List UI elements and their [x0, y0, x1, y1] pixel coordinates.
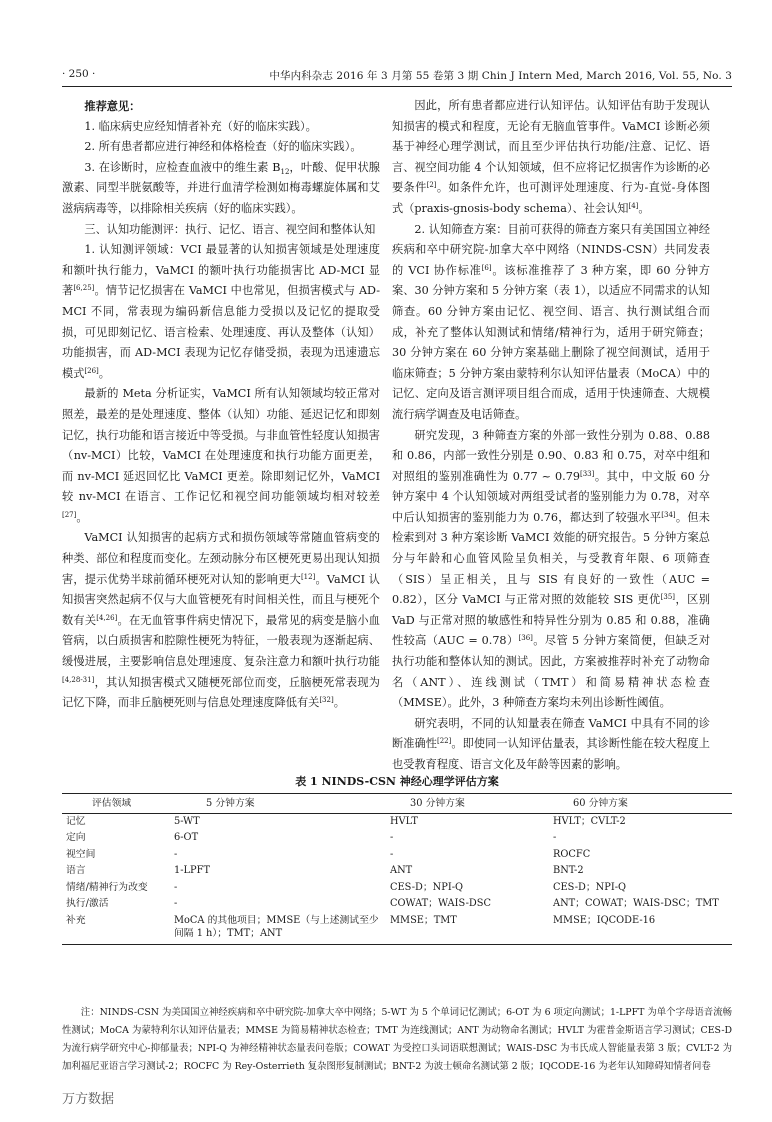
recommendation-1: 1. 临床病史应经知情者补充（好的临床实践）。	[84, 119, 317, 133]
table-title: 表 1 NINDS-CSN 神经心理学评估方案	[295, 775, 499, 788]
header-divider	[62, 86, 732, 87]
table-row: 执行/激活 - COWAT；WAIS-DSC ANT；COWAT；WAIS-DSC；TMT	[66, 898, 719, 909]
recommendation-3: 3. 在诊断时，应检查血液中的维生素 $B_{12}$，叶酸、促甲状腺激素、同型半胱氨酸等，并进行血清学检测如梅毒螺旋体属和艾滋病病毒等，以排除相关疾病（好的临床实践）。	[62, 160, 380, 215]
body-paragraph: 2. 认知筛查方案：目前可获得的筛查方案只有美国国立神经疾病和卒中研究院-加拿大卒中网络（NINDS-CSN）共同发表的 VCI 协作标准[6]。该标准推荐了 3 种方案，即 60 分钟方案、30 分钟方案和 5 分钟方案（表 1），以适应不同需求的认知筛查。60 分钟方案由记忆、视空间、语言、执行测试组合而成，补充了整体认知测试和情绪/精神行为，适用于研究筛查；30 分钟方案在 60 分钟方案基础上删除了视空间测试，适用于临床筛查；5 分钟方案由蒙特利尔认知评估量表（MoCA）中的记忆、定向及语言测评项目组合而成，适用于快速筛查、大规模流行病学调查及电话筛查。	[392, 222, 710, 421]
watermark: 万方数据	[62, 1092, 115, 1107]
citation: [34]	[661, 510, 676, 519]
citation: [12]	[300, 572, 316, 581]
citation: [4]	[628, 201, 639, 210]
running-header	[62, 68, 732, 84]
table-footnote: 注：NINDS-CSN 为美国国立神经疾病和卒中研究院-加拿大卒中网络；5-WT 为 5 个单词记忆测试；6-OT 为 6 项定向测试；1-LPFT 为单个字母语音流畅性测试；MoCA 为蒙特利尔认知评估量表；MMSE 为简易精神状态检查；TMT 为连线测试；ANT 为动物命名测试；HVLT 为霍普金斯语言学习测试；CES-D 为流行病学研究中心-抑郁量表；NPI-Q 为神经精神状态量表问卷版；COWAT 为受控口头词语联想测试；WAIS-DSC 为韦氏成人智能量表第 3 版；CVLT-2 为加利福尼亚语言学习测试-2；ROCFC 为 Rey-Osterrieth 复杂图形复制测试；BNT-2 为波士顿命名测试第 2 版；IQCODE-16 为老年认知障碍知情者问卷	[62, 1007, 732, 1072]
table-row: 语言 1-LPFT ANT BNT-2	[66, 865, 584, 876]
right-column	[392, 96, 710, 776]
column-header: 评估领域	[62, 794, 170, 814]
body-paragraph: 研究表明，不同的认知量表在筛查 VaMCI 中具有不同的诊断准确性[22]。即使同一认知评估量表，其诊断性能在较大程度上也受教育程度、语言文化及年龄等因素的影响。	[392, 716, 710, 771]
column-header: 60 分钟方案	[549, 794, 732, 814]
citation: [6]	[481, 263, 492, 272]
table-row: 情绪/精神行为改变 - CES-D；NPI-Q CES-D；NPI-Q	[66, 881, 627, 893]
journal-citation: 中华内科杂志 2016 年 3 月第 55 卷第 3 期 Chin J Intern Med, March 2016, Vol. 55, No. 3	[269, 70, 732, 82]
citation: [6,25]	[73, 284, 95, 293]
table-row: 记忆 5-WT HVLT HVLT；CVLT-2	[66, 816, 626, 827]
table-header-row	[62, 794, 732, 814]
section-heading: 三、认知功能测评：执行、记忆、语言、视空间和整体认知	[84, 222, 376, 236]
citation: [32]	[319, 696, 334, 705]
body-paragraph: 因此，所有患者都应进行认知评估。认知评估有助于发现认知损害的模式和程度，无论有无脑血管事件。VaMCI 诊断必须基于神经心理学测试，而且至少评估执行功能/注意、记忆、语言、视空间功能 4 个认知领域，但不应将记忆损害作为诊断的必要条件[2]。如条件允许，也可测评处理速度、行为-直觉-身体图式（praxis-gnosis-body schema）、社会认知[4]。	[392, 99, 710, 215]
table-row: 补充 MoCA 的其他项目；MMSE（与上述测试至少间隔 1 h）；TMT；ANT MMSE；TMT MMSE；IQCODE-16	[62, 913, 732, 945]
column-header: 30 分钟方案	[386, 794, 549, 814]
citation: [33]	[579, 469, 595, 478]
citation: [27]	[62, 510, 77, 519]
citation: [4,28-31]	[62, 675, 95, 684]
table-row: 定向 6-OT - -	[66, 832, 557, 843]
body-paragraph: 1. 认知测评领域：VCI 最显著的认知损害领域是处理速度和额叶执行能力，VaMCI 的额叶执行功能损害比 AD-MCI 显著[6,25]。情节记忆损害在 VaMCI 中也常见，但损害模式与 AD-MCI 不同，常表现为编码新信息能力受损以及记忆的提取受损，可见即刻记忆、语言检索、处理速度、再认及整体（认知）功能损害，而 AD-MCI 表现为记忆存储受损，表现为迅速遗忘模式[26]。	[62, 243, 380, 380]
citation: [35]	[660, 593, 676, 602]
citation: [26]	[84, 366, 99, 375]
column-header: 5 分钟方案	[170, 794, 386, 814]
left-column	[62, 96, 380, 714]
citation: [4,26]	[96, 613, 118, 622]
citation: [2]	[426, 181, 437, 190]
table-row: 视空间 - - ROCFC	[66, 848, 591, 860]
body-paragraph: VaMCI 认知损害的起病方式和损伤领域等常随血管病变的种类、部位和程度而变化。左颈动脉分布区梗死更易出现认知损害，提示优势半球前循环梗死对认知的影响更大[12]。VaMCI 认知损害突然起病不仅与大血管梗死有时间相关性，而且与梗死个数有关[4,26]。在无血管事件病史情况下，最常见的病变是脑小血管病，以白质损害和腔隙性梗死为特征，一般表现为逐渐起病、缓慢进展，主要影响信息处理速度、复杂注意力和额叶执行功能[4,28-31]，其认知损害模式又随梗死部位而变，丘脑梗死常表现为记忆下降，而非丘脑梗死则与信息处理速度降低有关[32]。	[62, 531, 380, 710]
citation: [22]	[436, 737, 452, 746]
body-paragraph: 最新的 Meta 分析证实，VaMCI 所有认知领域均较正常对照差，最差的是处理速度、整体（认知）功能、延迟记忆和即刻记忆，执行功能和语言接近中等受损。与非血管性轻度认知损害（nv-MCI）比较，VaMCI 在处理速度和执行功能方面更差，而 nv-MCI 延迟回忆比 VaMCI 更差。除即刻记忆外，VaMCI 较 nv-MCI 在语言、工作记忆和视空间功能领域均相对较差[27]。	[62, 387, 380, 524]
citation: [36]	[518, 634, 533, 643]
assessment-table	[62, 793, 732, 945]
recommendation-2: 2. 所有患者都应进行神经和体格检查（好的临床实践）。	[84, 140, 362, 154]
body-paragraph: 研究发现，3 种筛查方案的外部一致性分别为 0.88、0.88 和 0.86，内部一致性分别是 0.90、0.83 和 0.75，对卒中组和对照组的鉴别准确性为 0.77 ~ 0.79[33]。其中，中文版 60 分钟方案中 4 个认知领域对两组受试者的鉴别能力为 0.78，对卒中后认知损害的鉴别能力为 0.76，都达到了较强水平[34]。但未检索到对 3 种方案诊断 VaMCI 效能的研究报告。5 分钟方案总分与年龄和心血管风险呈负相关，与受教育年限、6 项筛查（SIS）呈正相关，且与 SIS 有良好的一致性（AUC = 0.82），区分 VaMCI 与正常对照的效能较 SIS 更优[35]，区别 VaD 与正常对照的敏感性和特异性分别为 0.85 和 0.88，准确性较高（AUC = 0.78）[36]。尽管 5 分钟方案简便，但缺乏对执行功能和整体认知的测试。因此，方案被推荐时补充了动物命名（ANT）、连线测试（TMT）和简易精神状态检查（MMSE）。此外，3 种筛查方案均未列出诊断性阈值。	[392, 428, 711, 710]
page-number: · 250 ·	[62, 68, 96, 80]
recommendations-heading: 推荐意见：	[84, 99, 141, 113]
